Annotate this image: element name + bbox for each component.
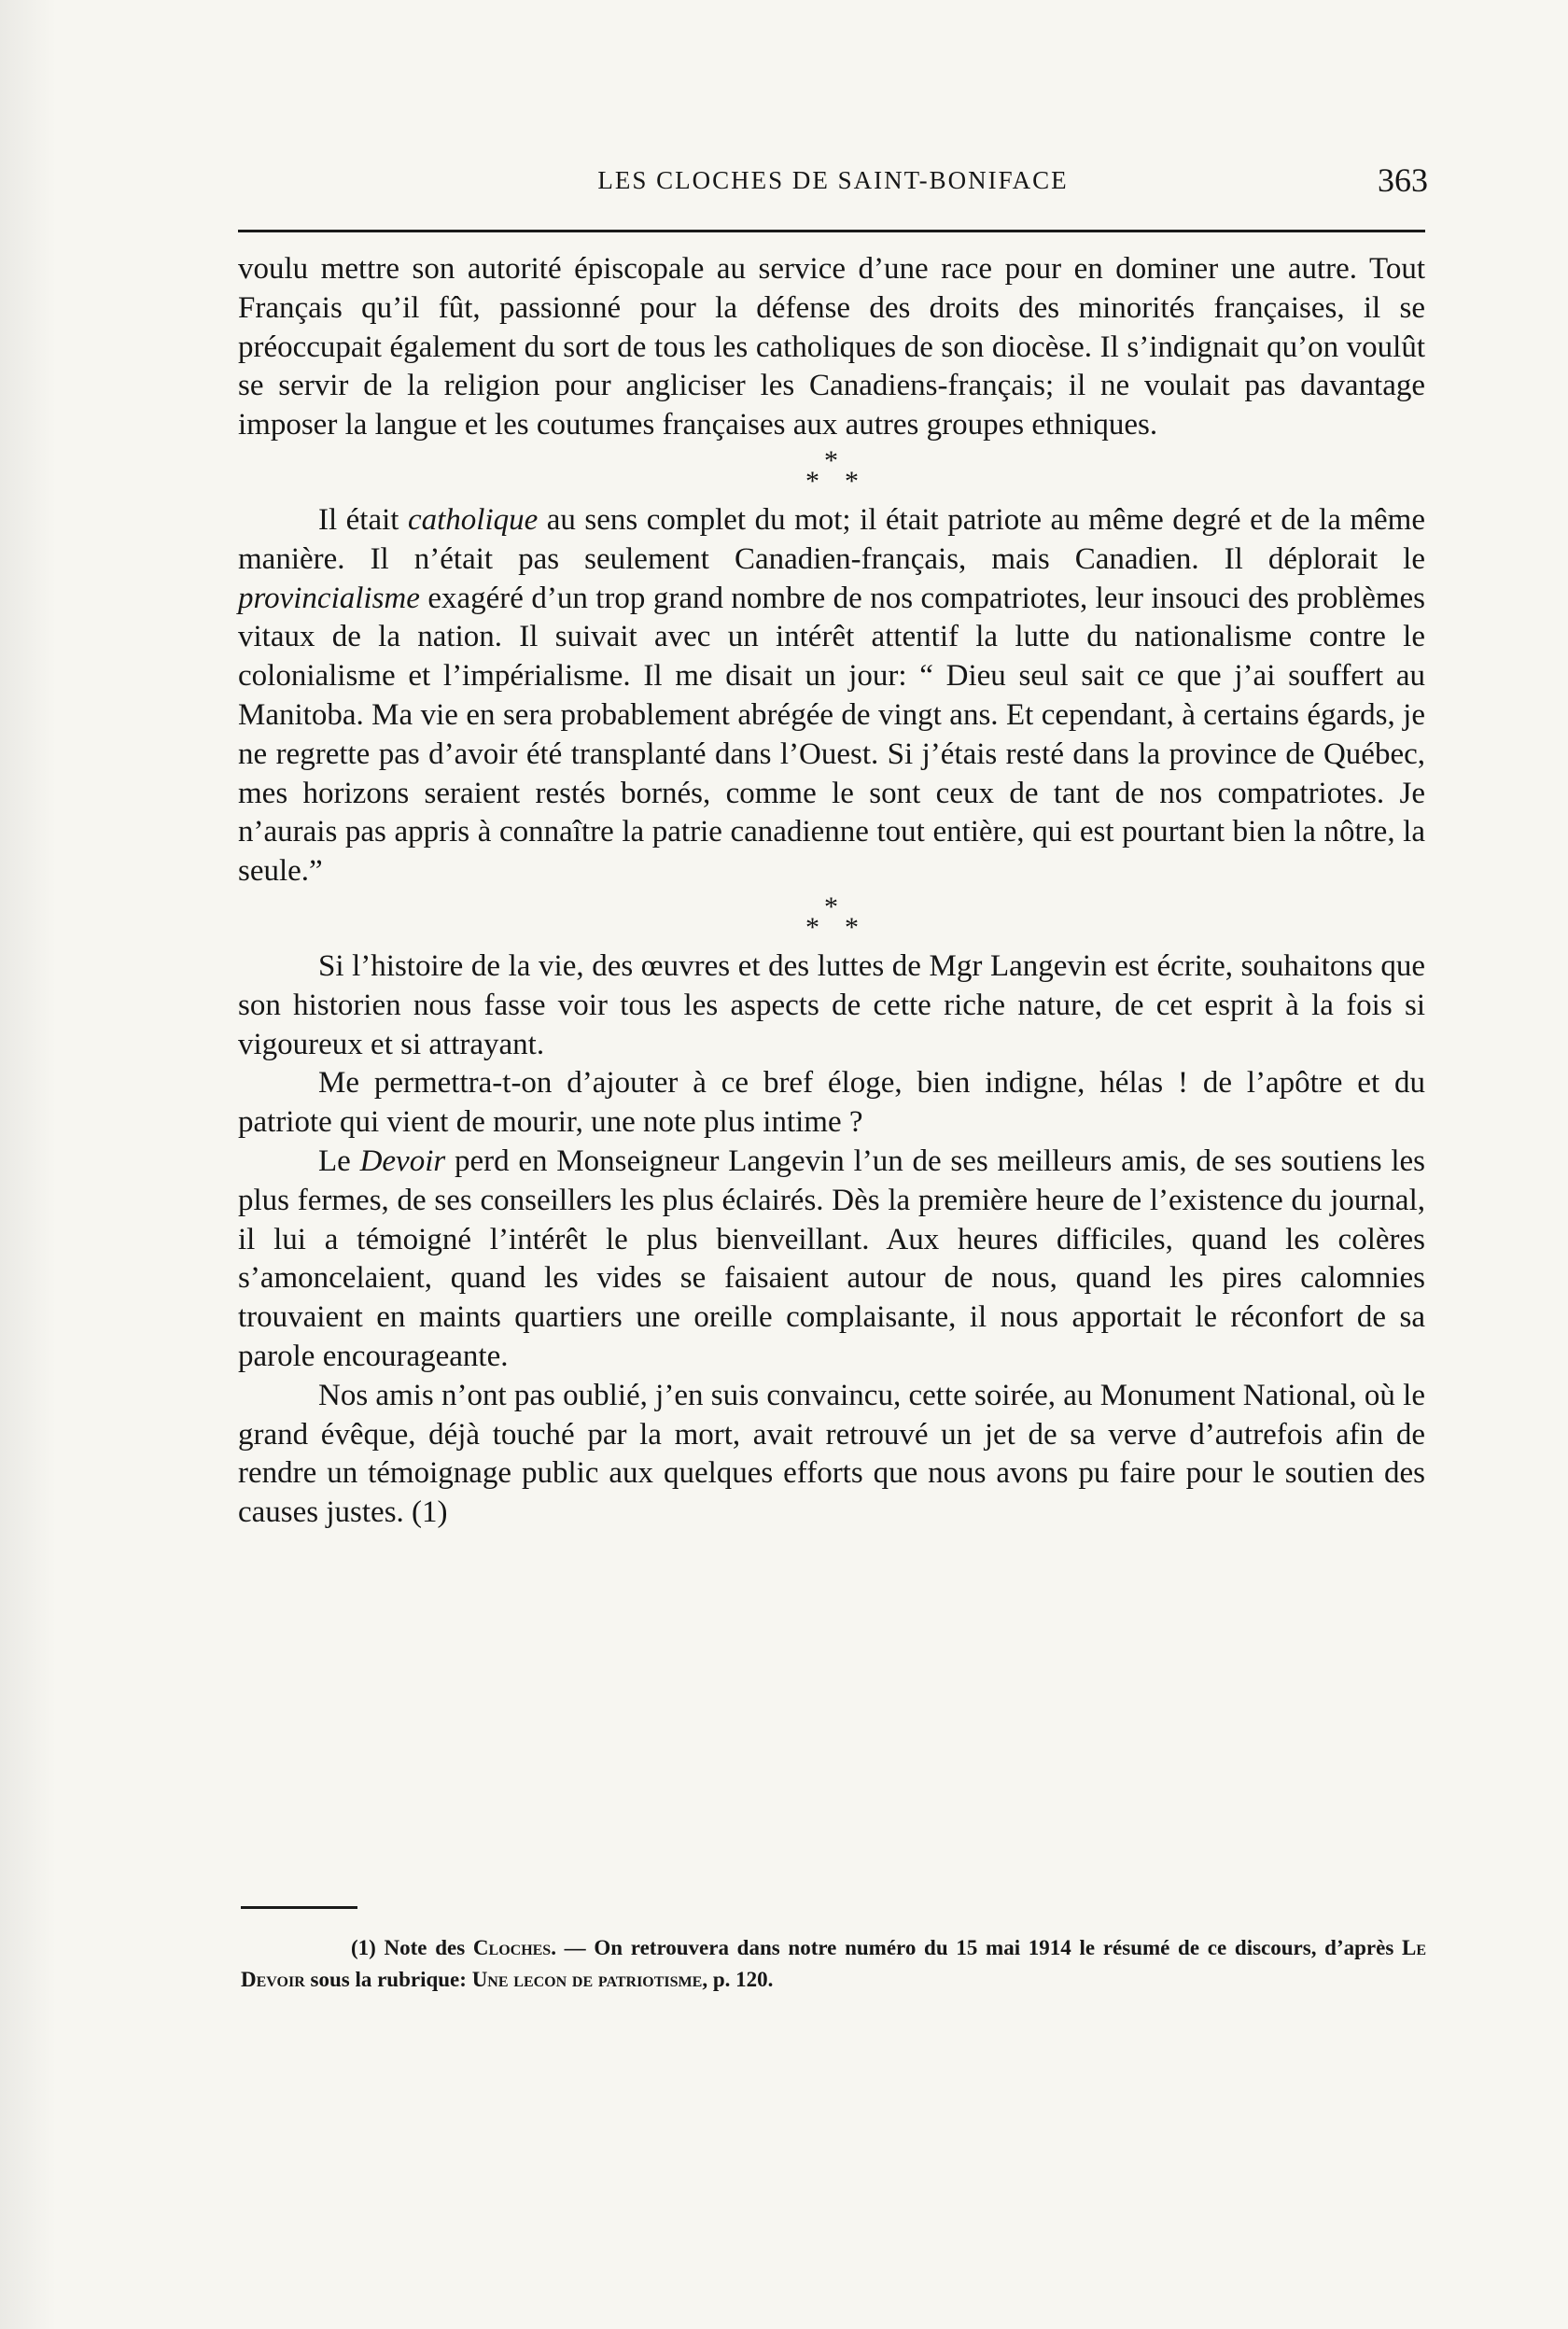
- footnote-text: Note des: [375, 1936, 473, 1959]
- paragraph-catholique: [238, 501, 1425, 891]
- asterism-star-top: *: [824, 444, 838, 476]
- asterism-star-right: *: [845, 465, 859, 497]
- italic-term-provincialisme: provincialisme: [238, 581, 420, 615]
- paragraph-text: Le: [318, 1143, 360, 1178]
- header-rule: [238, 230, 1425, 232]
- paragraph-text: perd en Monseigneur Langevin l’un de ses meilleurs amis, de ses soutiens les plus fermes, de ses conseillers les plus éclairés. Dès la première heure de l’existence du journal, il lui a témoigné l’intérêt le plus bienveillant. Aux heures difficiles, quand les colères s’amoncelaient, quand les vides se faisaient autour de nous, quand les pires calomnies trouvaient en maints quartiers une oreille complaisante, il nous apportait le réconfort de sa parole encourageante.: [238, 1143, 1425, 1373]
- paragraph-continuation: voulu mettre son autorité épiscopale au service d’une race pour en dominer une autre. Tout Français qu’il fût, passionné pour la défense des droits des minorités françaises, il se préoccupait également du sort de tous les catholiques de son diocèse. Il s’indignait qu’on voulût se servir de la religion pour angliciser les Canadiens-français; il ne voulait pas davantage imposer la langue et les coutumes françaises aux autres groupes ethniques.: [238, 252, 1425, 442]
- section-break-asterism: [238, 891, 1425, 947]
- footnote-rule: [241, 1906, 357, 1909]
- footnote-text: sous la rubrique:: [304, 1968, 472, 1991]
- asterism-star-right: *: [845, 911, 859, 943]
- paragraph-devoir: [238, 1143, 1425, 1377]
- footnote-text: , p. 120.: [702, 1968, 774, 1991]
- page-gutter-shadow: [0, 0, 56, 2329]
- running-title: LES CLOCHES DE SAINT-BONIFACE: [597, 166, 1069, 194]
- paragraph-text: exagéré d’un trop grand nombre de nos compatriotes, leur insouci des problèmes vitaux de la nation. Il suivait avec un intérêt attentif la lutte du nationalisme contre le colonialisme et l’impérialisme. Il me disait un jour: “ Dieu seul sait ce que j’ai souffert au Manitoba. Ma vie en sera probablement abrégée de vingt ans. Et cependant, à certains égards, je ne regrette pas d’avoir été transplanté dans l’Ouest. Si j’étais resté dans la province de Québec, mes horizons seraient restés bornés, comme le sont ceux de tant de nos compatriotes. Je n’aurais pas appris à connaître la patrie canadienne tout entière, qui est pourtant bien la nôtre, la seule.”: [238, 581, 1425, 889]
- paragraph-text: Il était: [318, 502, 408, 537]
- asterism-star-left: *: [805, 911, 819, 943]
- asterism-star-left: *: [805, 465, 819, 497]
- page-header: [238, 161, 1428, 205]
- paragraph-monument-national: Nos amis n’ont pas oublié, j’en suis convaincu, cette soirée, au Monument National, où le grand évêque, déjà touché par la mort, avait retrouvé un jet de sa verve d’autrefois afin de rendre un témoignage public aux quelques efforts que nous avons pu faire pour le soutien des causes justes. (1): [238, 1378, 1425, 1530]
- italic-title-devoir: Devoir: [359, 1143, 446, 1178]
- footnote-smallcaps-rubrique: Une lecon de patriotisme: [471, 1968, 703, 1991]
- paragraph-text: au sens complet du mot; il était patriote au même degré et de la même manière. Il n’était pas seulement Canadien-français, mais Canadien. Il déplorait le: [238, 502, 1425, 576]
- footnote-smallcaps-cloches: Cloches: [472, 1936, 552, 1959]
- footnote-text: . — On retrouvera dans notre numéro du 15 mai 1914 le résumé de ce discours, d’après: [551, 1936, 1402, 1959]
- italic-term-catholique: catholique: [407, 502, 539, 537]
- footnote-smallcaps-devoir: Le Devoir: [241, 1936, 1426, 1991]
- body-text: [238, 250, 1425, 1533]
- section-break-asterism: [238, 445, 1425, 501]
- footnote: [241, 1932, 1426, 1996]
- paragraph-histoire: Si l’histoire de la vie, des œuvres et des luttes de Mgr Langevin est écrite, souhaitons que son historien nous fasse voir tous les aspects de cette riche nature, de cet esprit à la fois si vigoureux et si attrayant.: [238, 948, 1425, 1061]
- paragraph-note-intime: Me permettra-t-on d’ajouter à ce bref éloge, bien indigne, hélas ! de l’apôtre et du patriote qui vient de mourir, une note plus intime ?: [238, 1066, 1425, 1140]
- page-number: 363: [1378, 161, 1428, 199]
- asterism-star-top: *: [824, 891, 838, 922]
- footnote-marker: (1): [351, 1936, 376, 1959]
